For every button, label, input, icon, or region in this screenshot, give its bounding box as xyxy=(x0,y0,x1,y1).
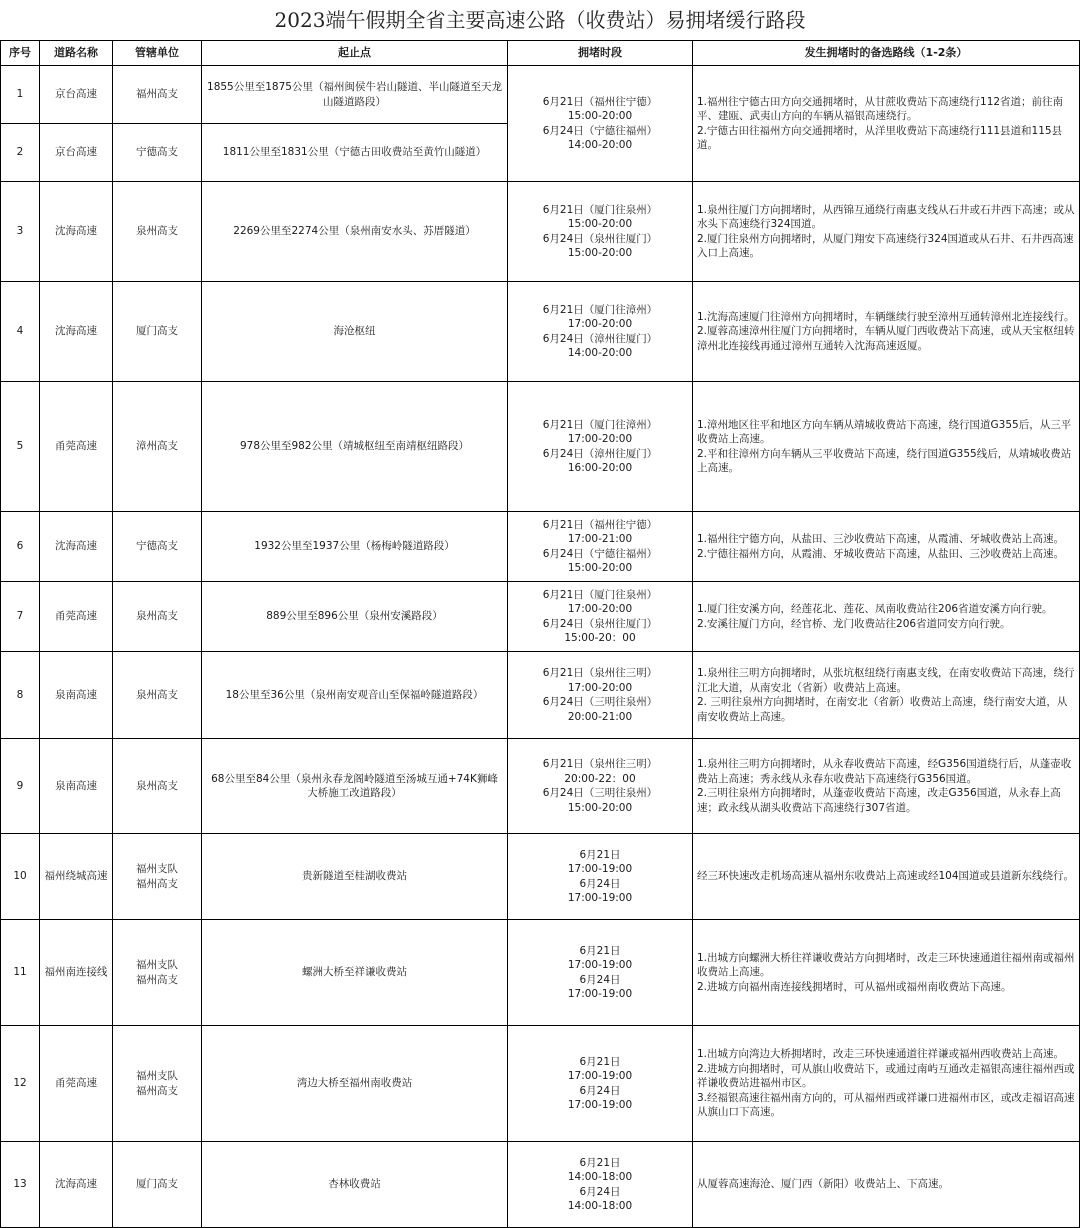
cell-time: 6月21日（厦门往漳州） 17:00-20:00 6月24日（漳州往厦门） 14:00-20:00 xyxy=(508,282,693,382)
cell-road: 京台高速 xyxy=(40,66,113,124)
cell-road: 甬莞高速 xyxy=(40,582,113,652)
cell-no: 6 xyxy=(1,512,40,582)
cell-no: 3 xyxy=(1,182,40,282)
header-no: 序号 xyxy=(1,41,40,66)
header-time: 拥堵时段 xyxy=(508,41,693,66)
cell-time: 6月21日（厦门往漳州） 17:00-20:00 6月24日（漳州往厦门） 16:00-20:00 xyxy=(508,382,693,512)
cell-road: 京台高速 xyxy=(40,124,113,182)
table-row xyxy=(1,920,1080,1026)
cell-no: 7 xyxy=(1,582,40,652)
table-header-row xyxy=(1,41,1080,66)
cell-section: 2269公里至2274公里（泉州南安水头、苏厝隧道） xyxy=(202,182,508,282)
cell-road: 泉南高速 xyxy=(40,652,113,739)
cell-road: 福州绕城高速 xyxy=(40,834,113,920)
cell-unit: 泉州高支 xyxy=(113,652,202,739)
table-row xyxy=(1,1026,1080,1142)
cell-route: 1.出城方向湾边大桥拥堵时，改走三环快速通道往祥谦或福州西收费站上高速。 2.进城方向拥堵时，可从旗山收费站下，或通过南屿互通改走福银高速往福州西或祥谦收费站进福州市区。 3.经福银高速往福州南方向的，可从福州西或祥谦口进福州市区，或改走福诏高速从旗山口下高速。 xyxy=(693,1026,1080,1142)
cell-time: 6月21日（厦门往泉州） 15:00-20:00 6月24日（泉州往厦门） 15:00-20:00 xyxy=(508,182,693,282)
table-row xyxy=(1,66,1080,124)
cell-time: 6月21日（泉州往三明） 20:00-22：00 6月24日（三明往泉州） 15:00-20:00 xyxy=(508,739,693,834)
cell-time: 6月21日 14:00-18:00 6月24日 14:00-18:00 xyxy=(508,1142,693,1228)
cell-time: 6月21日 17:00-19:00 6月24日 17:00-19:00 xyxy=(508,920,693,1026)
cell-no: 1 xyxy=(1,66,40,124)
cell-route: 经三环快速改走机场高速从福州东收费站上高速或经104国道或县道新东线绕行。 xyxy=(693,834,1080,920)
cell-no: 13 xyxy=(1,1142,40,1228)
cell-road: 泉南高速 xyxy=(40,739,113,834)
cell-unit: 福州支队 福州高支 xyxy=(113,920,202,1026)
cell-no: 4 xyxy=(1,282,40,382)
cell-route: 1.泉州往三明方向拥堵时，从张坑枢纽绕行南惠支线，在南安收费站下高速，绕行江北大道，从南安北（省新）收费站上高速。 2. 三明往泉州方向拥堵时，在南安北（省新）收费站上高速，绕行南安大道，从南安收费站上高速。 xyxy=(693,652,1080,739)
cell-time: 6月21日 17:00-19:00 6月24日 17:00-19:00 xyxy=(508,834,693,920)
table-row xyxy=(1,834,1080,920)
cell-road: 沈海高速 xyxy=(40,182,113,282)
table-row xyxy=(1,652,1080,739)
header-section: 起止点 xyxy=(202,41,508,66)
cell-unit: 泉州高支 xyxy=(113,582,202,652)
cell-road: 福州南连接线 xyxy=(40,920,113,1026)
cell-time: 6月21日（泉州往三明） 17:00-20:00 6月24日（三明往泉州） 20:00-21:00 xyxy=(508,652,693,739)
cell-unit: 宁德高支 xyxy=(113,512,202,582)
cell-route: 1.福州往宁德古田方向交通拥堵时，从甘蔗收费站下高速绕行112省道；前往南平、建瓯、武夷山方向的车辆从福银高速绕行。 2.宁德古田往福州方向交通拥堵时，从洋里收费站下高速绕行111县道和115县道。 xyxy=(693,66,1080,182)
table-row xyxy=(1,382,1080,512)
cell-route: 1.出城方向螺洲大桥往祥谦收费站方向拥堵时，改走三环快速通道往福州南或福州收费站上高速。 2.进城方向福州南连接线拥堵时，可从福州或福州南收费站下高速。 xyxy=(693,920,1080,1026)
cell-unit: 泉州高支 xyxy=(113,182,202,282)
cell-no: 5 xyxy=(1,382,40,512)
cell-unit: 福州高支 xyxy=(113,66,202,124)
cell-time: 6月21日（福州往宁德） 15:00-20:00 6月24日（宁德往福州） 14:00-20:00 xyxy=(508,66,693,182)
header-road: 道路名称 xyxy=(40,41,113,66)
cell-no: 2 xyxy=(1,124,40,182)
cell-time: 6月21日（福州往宁德） 17:00-21:00 6月24日（宁德往福州） 15:00-20:00 xyxy=(508,512,693,582)
cell-unit: 厦门高支 xyxy=(113,282,202,382)
cell-unit: 福州支队 福州高支 xyxy=(113,1026,202,1142)
cell-unit: 漳州高支 xyxy=(113,382,202,512)
table-row xyxy=(1,512,1080,582)
cell-road: 沈海高速 xyxy=(40,282,113,382)
cell-route: 1.厦门往安溪方向，经莲花北、莲花、凤南收费站往206省道安溪方向行驶。 2.安溪往厦门方向，经官桥、龙门收费站往206省道同安方向行驶。 xyxy=(693,582,1080,652)
cell-no: 12 xyxy=(1,1026,40,1142)
cell-no: 11 xyxy=(1,920,40,1026)
cell-time: 6月21日 17:00-19:00 6月24日 17:00-19:00 xyxy=(508,1026,693,1142)
cell-no: 8 xyxy=(1,652,40,739)
table-row xyxy=(1,182,1080,282)
cell-road: 沈海高速 xyxy=(40,512,113,582)
table-row xyxy=(1,739,1080,834)
cell-route: 1.漳州地区往平和地区方向车辆从靖城收费站下高速，绕行国道G355后，从三平收费站上高速。 2.平和往漳州方向车辆从三平收费站下高速，绕行国道G355线后，从靖城收费站上高速。 xyxy=(693,382,1080,512)
cell-unit: 福州支队 福州高支 xyxy=(113,834,202,920)
cell-section: 18公里至36公里（泉州南安观音山至保福岭隧道路段） xyxy=(202,652,508,739)
cell-route: 1.泉州往厦门方向拥堵时，从西锦互通绕行南惠支线从石井或石井西下高速；或从水头下高速绕行324国道。 2.厦门往泉州方向拥堵时，从厦门翔安下高速绕行324国道或从石井、石井西高速入口上高速。 xyxy=(693,182,1080,282)
cell-road: 甬莞高速 xyxy=(40,382,113,512)
cell-time: 6月21日（厦门往泉州） 17:00-20:00 6月24日（泉州往厦门） 15:00-20：00 xyxy=(508,582,693,652)
header-unit: 管辖单位 xyxy=(113,41,202,66)
cell-road: 甬莞高速 xyxy=(40,1026,113,1142)
cell-unit: 泉州高支 xyxy=(113,739,202,834)
cell-route: 从厦蓉高速海沧、厦门西（新阳）收费站上、下高速。 xyxy=(693,1142,1080,1228)
table-row xyxy=(1,1142,1080,1228)
cell-section: 889公里至896公里（泉州安溪路段） xyxy=(202,582,508,652)
cell-route: 1.福州往宁德方向，从盐田、三沙收费站下高速，从霞浦、牙城收费站上高速。 2.宁德往福州方向，从霞浦、牙城收费站下高速，从盐田、三沙收费站上高速。 xyxy=(693,512,1080,582)
cell-section: 68公里至84公里（泉州永春龙阁岭隧道至汤城互通+74K狮峰大桥施工改道路段） xyxy=(202,739,508,834)
cell-section: 1811公里至1831公里（宁德古田收费站至黄竹山隧道） xyxy=(202,124,508,182)
cell-section: 杏林收费站 xyxy=(202,1142,508,1228)
cell-unit: 厦门高支 xyxy=(113,1142,202,1228)
cell-road: 沈海高速 xyxy=(40,1142,113,1228)
cell-section: 海沧枢纽 xyxy=(202,282,508,382)
cell-section: 978公里至982公里（靖城枢纽至南靖枢纽路段） xyxy=(202,382,508,512)
table-row xyxy=(1,582,1080,652)
table-row xyxy=(1,282,1080,382)
header-route: 发生拥堵时的备选路线（1-2条） xyxy=(693,41,1080,66)
cell-section: 贵新隧道至桂湖收费站 xyxy=(202,834,508,920)
cell-section: 湾边大桥至福州南收费站 xyxy=(202,1026,508,1142)
cell-section: 1932公里至1937公里（杨梅岭隧道路段） xyxy=(202,512,508,582)
cell-route: 1.沈海高速厦门往漳州方向拥堵时，车辆继续行驶至漳州互通转漳州北连接线行。 2.厦蓉高速漳州往厦门方向拥堵时，车辆从厦门西收费站下高速，或从天宝枢纽转漳州北连接线再通过漳州互通转入沈海高速返厦。 xyxy=(693,282,1080,382)
cell-no: 9 xyxy=(1,739,40,834)
cell-unit: 宁德高支 xyxy=(113,124,202,182)
cell-section: 1855公里至1875公里（福州闽侯牛岩山隧道、半山隧道至天龙山隧道路段） xyxy=(202,66,508,124)
congestion-table xyxy=(0,40,1080,1228)
cell-no: 10 xyxy=(1,834,40,920)
cell-route: 1.泉州往三明方向拥堵时，从永春收费站下高速，经G356国道绕行后，从蓬壶收费站上高速；秀永线从永春东收费站下高速绕行G356国道。 2.三明往泉州方向拥堵时，从蓬壶收费站下高速，改走G356国道，从永春上高速；政永线从湖头收费站下高速绕行307省道。 xyxy=(693,739,1080,834)
page-title: 2023端午假期全省主要高速公路（收费站）易拥堵缓行路段 xyxy=(274,8,806,32)
cell-section: 螺洲大桥至祥谦收费站 xyxy=(202,920,508,1026)
